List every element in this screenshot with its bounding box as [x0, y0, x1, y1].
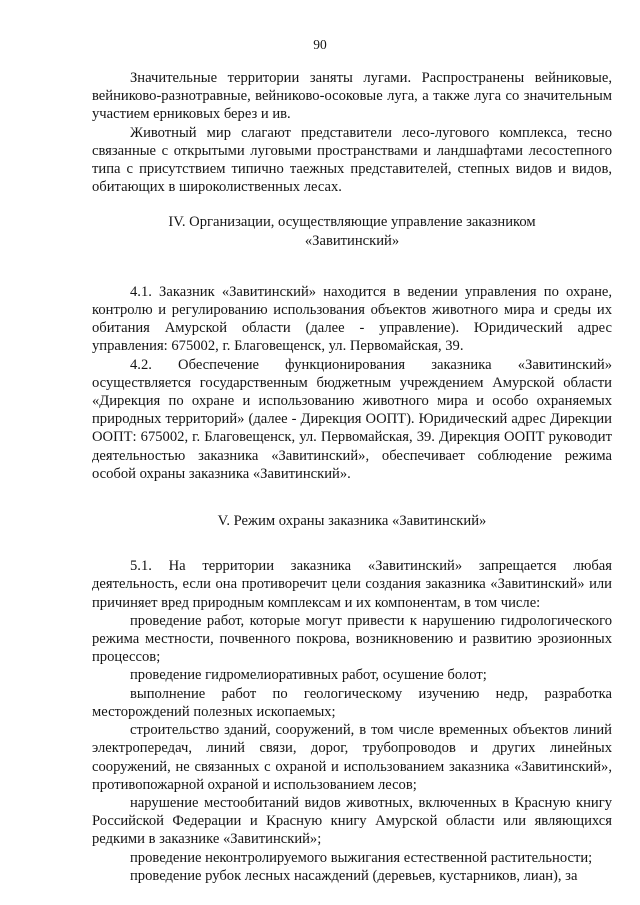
section-4-heading	[92, 213, 612, 249]
section-5-paragraph-1: 5.1. На территории заказника «Завитинский» запрещается любая деятельность, если она противоречит цели создания заказника «Завитинский» или причиняет вред природным комплексам и их компонентам, в том числе:	[92, 558, 612, 611]
page-content	[92, 69, 612, 885]
section-4-paragraph-2: 4.2. Обеспечение функционирования заказника «Завитинский» осуществляется государственным бюджетным учреждением Амурской области «Дирекция по охране и использованию животного мира и особо охраняемых природных территорий» (далее - Дирекция ООПТ). Юридический адрес Дирекции ООПТ: 675002, г. Благовещенск, ул. Первомайская, 39. Дирекция ООПТ руководит деятельностью заказника «Завитинский», обеспечивает соблюдение режима особой охраны заказника «Завитинский».	[92, 356, 612, 482]
section-5-paragraph-7: проведение неконтролируемого выжигания естественной растительности;	[130, 849, 593, 866]
section-5-paragraph-5: строительство зданий, сооружений, в том числе временных объектов линий электропередач, линий связи, дорог, трубопроводов и других линейных сооружений, не связанных с охраной и использованием заказника «Завитинский», противопожарной охраной и использованием лесов;	[92, 722, 612, 793]
section-5-paragraph-4: выполнение работ по геологическому изучению недр, разработка месторождений полезных ископаемых;	[92, 685, 612, 720]
section-5-paragraph-8: проведение рубок лесных насаждений (деревьев, кустарников, лиан), за	[130, 867, 578, 884]
section-4-paragraph-1: 4.1. Заказник «Завитинский» находится в ведении управления по охране, контролю и регулированию использования объектов животного мира и среды их обитания Амурской области (далее - управление). Юридический адрес управления: 675002, г. Благовещенск, ул. Первомайская, 39.	[92, 283, 612, 355]
intro-paragraph-1: Значительные территории заняты лугами. Распространены вейниковые, вейниково-разнотравные, вейниково-осоковые луга, а также луга со значительным участием ерниковых берез и ив.	[92, 70, 612, 123]
section-4-heading-line-2: «Завитинский»	[304, 232, 400, 249]
section-4-heading-line-1: IV. Организации, осуществляющие управление заказником	[168, 214, 536, 231]
intro-paragraph-2: Животный мир слагают представители лесо-лугового комплекса, тесно связанные с открытыми луговыми пространствами и ландшафтами лесостепного типа с присутствием типично таежных представителей, степных видов и видов, обитающих в широколиственных лесах.	[92, 124, 612, 196]
section-5-paragraph-6: нарушение местообитаний видов животных, включенных в Красную книгу Российской Федерации и Красную книгу Амурской области или являющихся редкими в заказнике «Завитинский»;	[92, 794, 612, 848]
section-5-paragraph-2: проведение работ, которые могут привести к нарушению гидрологического режима местности, почвенного покрова, возникновению и развитию эрозионных процессов;	[92, 612, 612, 666]
section-5-paragraph-3: проведение гидромелиоративных работ, осушение болот;	[130, 667, 487, 684]
section-5-heading-text: V. Режим охраны заказника «Завитинский»	[217, 513, 487, 530]
section-5-heading	[92, 512, 612, 530]
page-number: 90	[313, 37, 327, 52]
